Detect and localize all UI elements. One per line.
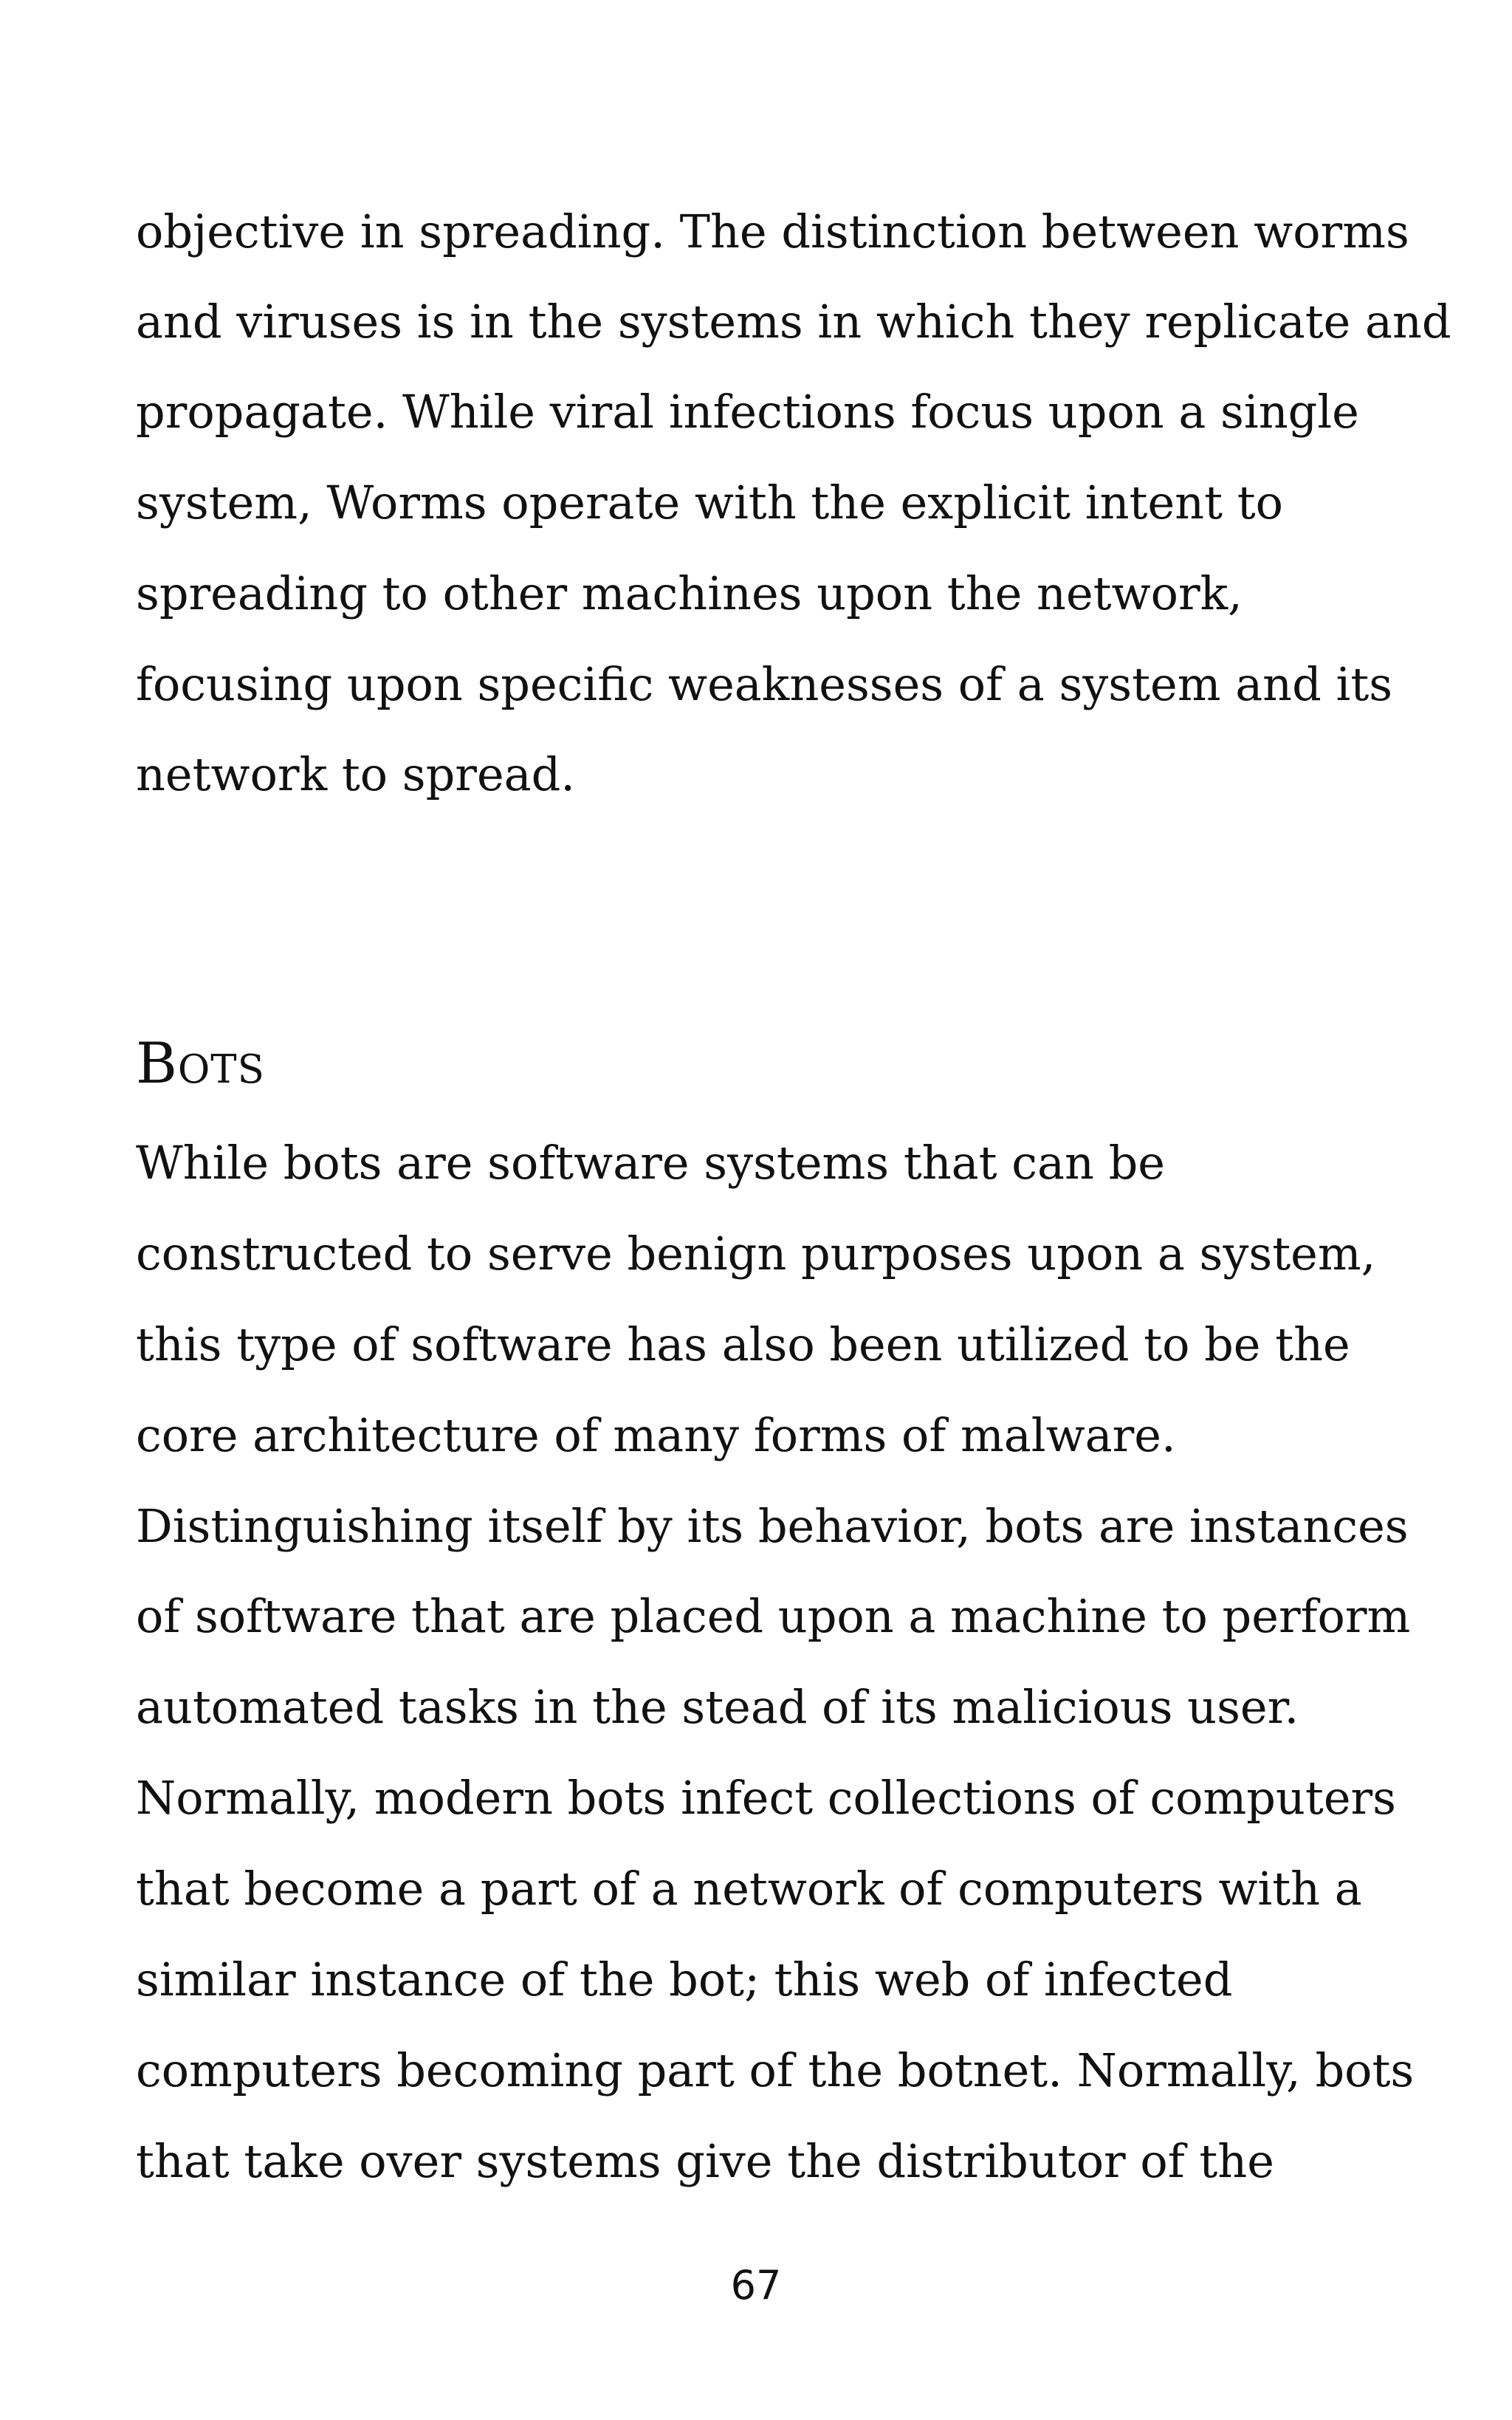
text-line: objective in spreading. The distinction between worms xyxy=(136,205,1409,258)
text-line: of software that are placed upon a machine to perform xyxy=(136,1589,1411,1643)
text-line: constructed to serve benign purposes upon a system, xyxy=(136,1227,1376,1281)
page-number: 67 xyxy=(730,2262,782,2308)
text-line: similar instance of the bot; this web of infected xyxy=(136,1953,1233,2006)
text-line: network to spread. xyxy=(136,747,575,801)
text-line: While bots are software systems that can be xyxy=(136,1136,1165,1190)
text-line: Distinguishing itself by its behavior, bots are instances xyxy=(136,1499,1409,1553)
text-line: computers becoming part of the botnet. Normally, bots xyxy=(136,2043,1415,2097)
section-heading: Bots xyxy=(136,1030,265,1096)
text-line: focusing upon specific weaknesses of a system and its xyxy=(136,657,1393,711)
text-line: system, Worms operate with the explicit intent to xyxy=(136,476,1283,529)
text-line: that become a part of a network of computers with a xyxy=(136,1862,1362,1916)
text-line: that take over systems give the distributor of the xyxy=(136,2134,1274,2188)
text-line: this type of software has also been utilized to be the xyxy=(136,1317,1350,1371)
text-line: and viruses is in the systems in which they replicate and xyxy=(136,295,1451,349)
text-line: automated tasks in the stead of its malicious user. xyxy=(136,1680,1299,1734)
text-line: propagate. While viral infections focus upon a single xyxy=(136,385,1359,439)
text-line: Normally, modern bots infect collections of computers xyxy=(136,1771,1396,1825)
text-line: core architecture of many forms of malware. xyxy=(136,1408,1176,1462)
text-line: spreading to other machines upon the network, xyxy=(136,566,1243,620)
